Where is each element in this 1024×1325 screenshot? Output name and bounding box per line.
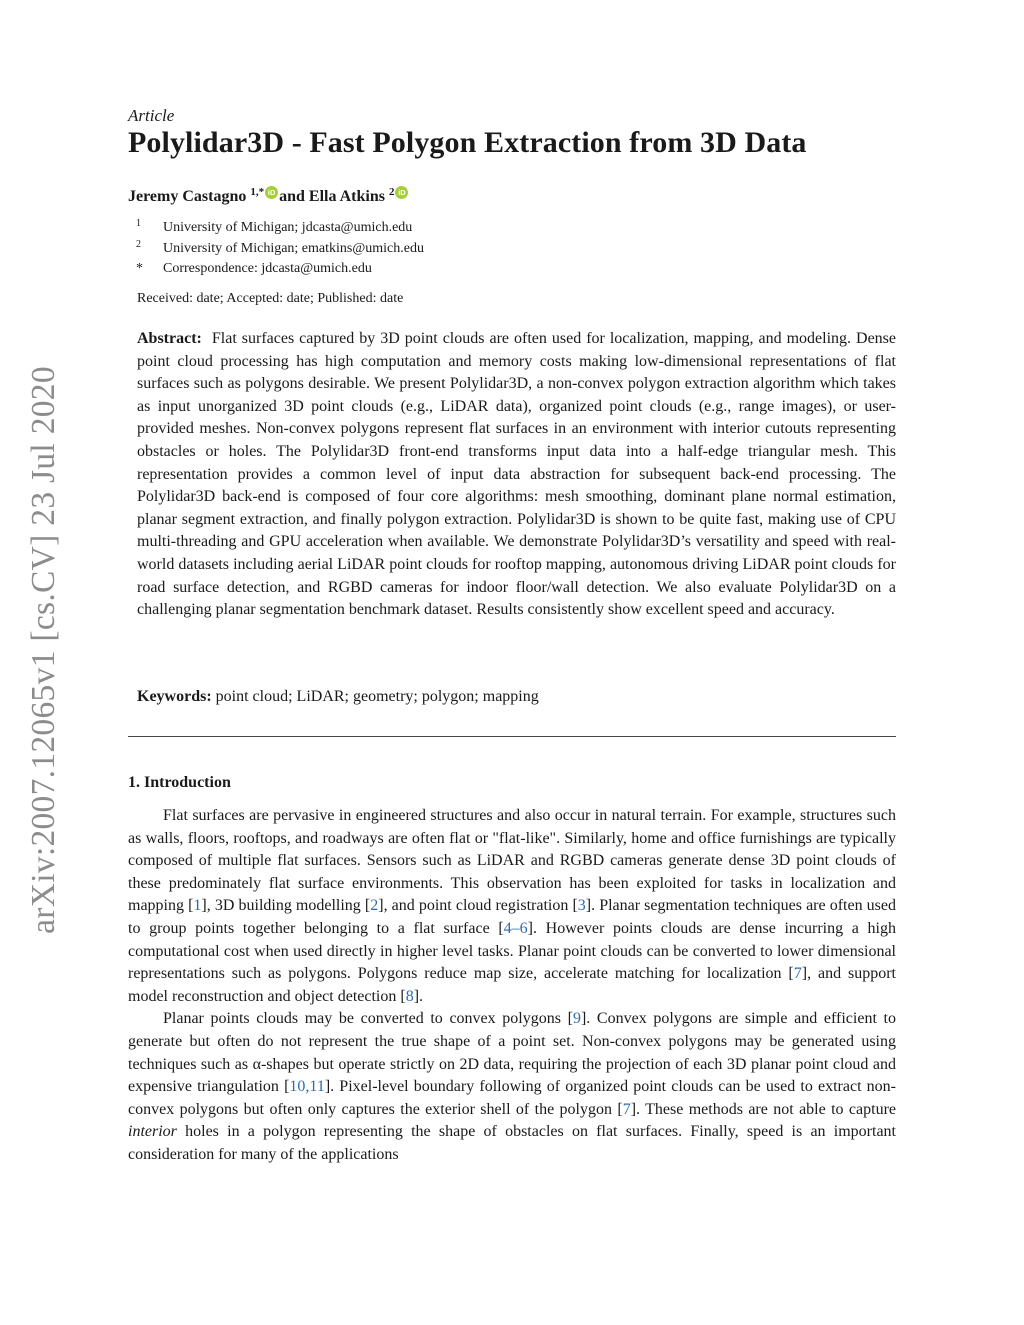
paragraph-text: ]. Convex polygons are simple and efficient to generate but often do not represent the true shape of a point set. Non-convex polygons may be generated using techniques such as α-shapes but operate strictly on 2D data, requiring the projection of each 3D planar point cloud and expensive triangulation [ xyxy=(128,1010,896,1096)
citation-link[interactable]: 11 xyxy=(309,1078,325,1096)
correspondence-text: Correspondence: jdcasta@umich.edu xyxy=(163,261,372,276)
abstract-label: Abstract: xyxy=(137,330,202,347)
emphasis-text: interior xyxy=(128,1123,177,1141)
paragraph-text: ]. Pixel-level boundary following of organized point clouds can be used to extract non-convex polygons but often only captures the exterior shell of the polygon [ xyxy=(128,1078,897,1118)
article-type-label: Article xyxy=(128,106,175,125)
author-name: Ella Atkins xyxy=(308,188,385,205)
paragraph xyxy=(128,805,896,1008)
citation-link[interactable]: 9 xyxy=(572,1010,581,1028)
section-body xyxy=(128,805,896,1167)
citation-separator: , xyxy=(305,1078,310,1096)
abstract-block xyxy=(137,328,896,622)
author-joiner: and xyxy=(279,188,305,205)
citation-link[interactable]: 3 xyxy=(577,897,586,915)
author-line xyxy=(128,188,409,206)
paragraph-text: Planar points clouds may be converted to convex polygons [ xyxy=(163,1010,573,1028)
citation-link[interactable]: 10 xyxy=(289,1078,306,1096)
paragraph-text: ], and point cloud registration [ xyxy=(378,897,578,915)
section-heading: 1. Introduction xyxy=(128,774,231,791)
affiliation-mark: 1 xyxy=(136,218,141,229)
paragraph xyxy=(128,1008,896,1166)
abstract-text: Flat surfaces captured by 3D point clouds are often used for localization, mapping, and modeling. Dense point cloud processing has high computation and memory costs making low-dimensional representations of flat surfaces such as polygons desirable. We present Polylidar3D, a non-convex polygon extraction algorithm which takes as input unorganized 3D point clouds (e.g., LiDAR data), organized point clouds (e.g., range images), or user-provided meshes. Non-convex polygons represent flat surfaces in an environment with interior cutouts representing obstacles or holes. The Polylidar3D front-end transforms input data into a half-edge triangular mesh. This representation provides a common level of input data abstraction for subsequent back-end processing. The Polylidar3D back-end is composed of four core algorithms: mesh smoothing, dominant plane normal estimation, planar segment extraction, and finally polygon extraction. Polylidar3D is shown to be quite fast, making use of CPU multi-threading and GPU acceleration when available. We demonstrate Polylidar3D’s versatility and speed with real-world datasets including aerial LiDAR point clouds for rooftop mapping, autonomous driving LiDAR point clouds for road surface detection, and RGBD cameras for indoor floor/wall detection. We also evaluate Polylidar3D on a challenging planar segmentation benchmark dataset. Results consistently show excellent speed and accuracy. xyxy=(137,330,897,619)
citation-link[interactable]: 4 xyxy=(503,919,512,937)
author-affiliation-mark: 2 xyxy=(388,186,395,198)
citation-link[interactable]: 7 xyxy=(622,1100,631,1118)
affiliation-text: University of Michigan; jdcasta@umich.edu xyxy=(163,220,413,235)
citation-link[interactable]: 1 xyxy=(193,897,202,915)
paragraph-text: ]. These methods are not able to capture xyxy=(630,1100,897,1118)
author-affiliation-mark: 1,* xyxy=(250,186,265,198)
publication-dates: Received: date; Accepted: date; Published: date xyxy=(137,291,404,306)
affiliation-text: University of Michigan; ematkins@umich.edu xyxy=(163,240,424,256)
affiliation-mark: 2 xyxy=(136,238,141,250)
correspondence-mark: * xyxy=(136,261,143,276)
paragraph-text: ], and support model reconstruction and object detection [ xyxy=(128,965,897,1005)
section-divider xyxy=(128,736,896,737)
paragraph-text: ]. However points clouds are dense incurring a high computational cost when used directly in higher level tasks. Planar point clouds can be converted to lower dimensional representations such as polygons. Polygons reduce map size, accelerate matching for localization [ xyxy=(128,919,897,983)
paper-title: Polylidar3D - Fast Polygon Extraction from 3D Data xyxy=(128,126,807,159)
paragraph-text: ]. Planar segmentation techniques are often used to group points together belonging to a flat surface [ xyxy=(128,897,896,937)
citation-link[interactable]: 6 xyxy=(519,919,528,937)
citation-link[interactable]: 7 xyxy=(793,965,802,983)
paragraph-text: holes in a polygon representing the shape of obstacles on flat surfaces. Finally, speed is an important consideration for many of the applications xyxy=(128,1123,896,1163)
orcid-icon[interactable]: iD xyxy=(395,186,408,199)
keywords-line xyxy=(137,688,539,706)
citation-range-dash: – xyxy=(511,919,520,937)
paragraph-text: Flat surfaces are pervasive in engineered structures and also occur in natural terrain. For example, structures such as walls, floors, rooftops, and roadways are often flat or "flat-like". Similarly, home and office furnishings are typically composed of multiple flat surfaces. Sensors such as LiDAR and RGBD cameras generate dense 3D point clouds of these predominately flat surface environments. This observation has been exploited for tasks in localization and mapping [ xyxy=(128,807,896,915)
arxiv-id-text: arXiv:2007.12065v1 [cs.CV] 23 Jul 2020 xyxy=(25,366,62,934)
citation-link[interactable]: 2 xyxy=(370,897,379,915)
keywords-text: point cloud; LiDAR; geometry; polygon; mapping xyxy=(215,688,539,705)
paragraph-text: ]. xyxy=(413,987,424,1005)
orcid-icon[interactable]: iD xyxy=(265,186,278,199)
citation-link[interactable]: 8 xyxy=(405,987,414,1005)
keywords-label: Keywords: xyxy=(137,688,212,705)
author-name: Jeremy Castagno xyxy=(128,188,247,205)
paragraph-text: ], 3D building modelling [ xyxy=(201,897,371,915)
